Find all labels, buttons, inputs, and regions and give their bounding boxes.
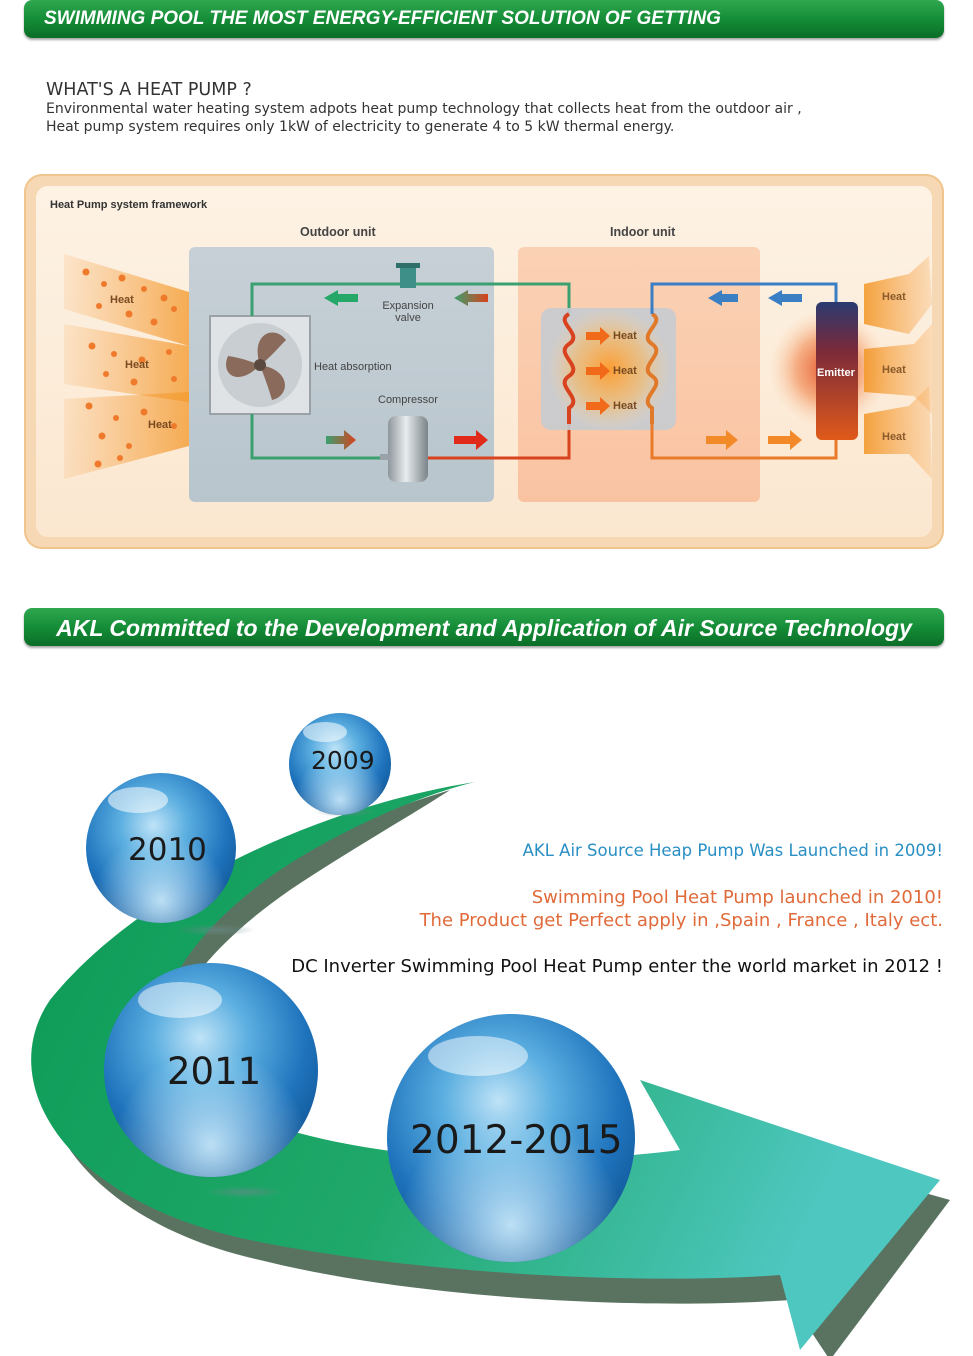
top-banner	[24, 0, 944, 38]
framework-drawing	[24, 174, 944, 549]
heat-pump-framework-diagram	[24, 174, 944, 549]
milestone-2009-text: AKL Air Source Heap Pump Was Launched in 2009!	[522, 841, 943, 860]
milestone-2012-text: DC Inverter Swimming Pool Heat Pump enter the world market in 2012 !	[291, 956, 943, 977]
intro-line-1: Environmental water heating system adpots heat pump technology that collects heat from the outdoor air ,	[46, 101, 802, 117]
intro-line-2: Heat pump system requires only 1kW of electricity to generate 4 to 5 kW thermal energy.	[46, 119, 675, 135]
heat-label-cond-1: Heat	[613, 330, 637, 342]
year-2012-2015: 2012-2015	[410, 1118, 623, 1163]
heat-label-in-1: Heat	[110, 294, 134, 306]
heat-label-cond-2: Heat	[613, 365, 637, 377]
year-2009: 2009	[311, 746, 375, 775]
heat-label-in-2: Heat	[125, 359, 149, 371]
intro-heading: WHAT'S A HEAT PUMP ?	[46, 80, 252, 100]
top-banner-title: SWIMMING POOL THE MOST ENERGY-EFFICIENT SOLUTION OF GETTING	[44, 8, 721, 29]
timeline-graphic	[0, 660, 973, 1356]
development-banner-title: AKL Committed to the Development and Application of Air Source Technology	[56, 615, 912, 641]
milestone-2010-text: Swimming Pool Heat Pump launched in 2010!	[531, 887, 943, 908]
fan-icon	[210, 316, 310, 414]
expansion-valve-label: Expansion valve	[382, 300, 434, 324]
compressor-label: Compressor	[378, 394, 438, 406]
indoor-unit-label: Indoor unit	[610, 225, 676, 239]
year-2010: 2010	[128, 832, 207, 868]
heat-label-out-2: Heat	[882, 364, 906, 376]
year-2011: 2011	[167, 1050, 262, 1093]
heat-absorption-label: Heat absorption	[314, 361, 392, 373]
emitter-label: Emitter	[817, 367, 855, 379]
heat-label-in-3: Heat	[148, 419, 172, 431]
development-banner	[24, 608, 944, 646]
outdoor-unit-label: Outdoor unit	[300, 225, 376, 239]
framework-title: Heat Pump system framework	[50, 199, 208, 211]
milestone-2010-detail-text: The Product get Perfect apply in ,Spain , France , Italy ect.	[419, 910, 943, 931]
heat-label-cond-3: Heat	[613, 400, 637, 412]
heat-label-out-3: Heat	[882, 431, 906, 443]
heat-label-out-1: Heat	[882, 291, 906, 303]
heat-pump-intro	[46, 80, 946, 136]
